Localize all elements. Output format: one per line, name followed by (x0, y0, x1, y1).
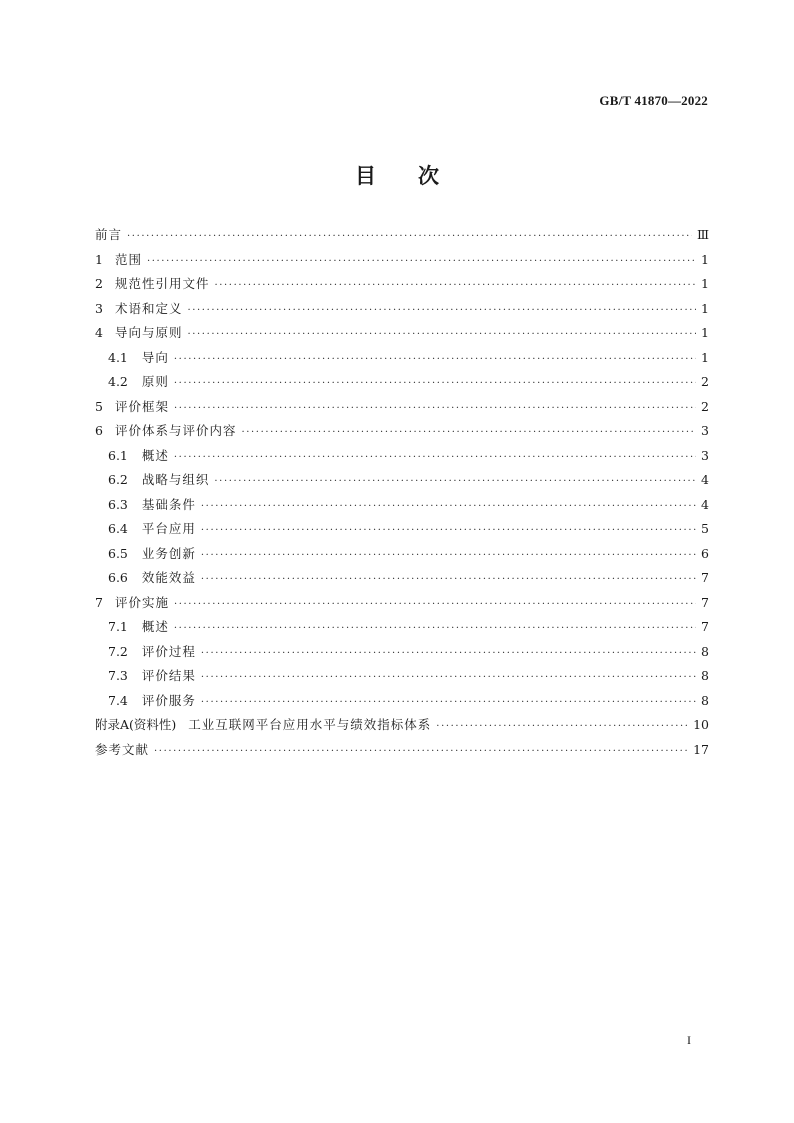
toc-entry-label: 范围 (114, 251, 142, 267)
toc-leader-dots (187, 305, 696, 316)
toc-entry-number: 6.4 (108, 521, 128, 536)
toc-entry[interactable] (95, 715, 709, 740)
toc-entry-number: 6.5 (108, 545, 128, 561)
toc-leader-dots (174, 623, 696, 634)
toc-entry[interactable] (95, 250, 709, 275)
toc-entry-number: 7 (95, 594, 103, 610)
toc-leader-dots (201, 501, 696, 512)
toc-entry-number: 7.4 (108, 692, 128, 708)
toc-entry-label: 评价过程 (141, 643, 196, 659)
toc-entry[interactable] (95, 495, 709, 520)
toc-entry[interactable] (95, 446, 709, 471)
toc-entry[interactable] (95, 225, 709, 250)
toc-entry-number: 7.1 (108, 619, 128, 634)
toc-entry-page: 6 (701, 545, 709, 561)
toc-entry-number: 5 (95, 398, 103, 414)
toc-entry-page: 2 (701, 398, 709, 414)
toc-leader-dots (127, 231, 692, 242)
toc-entry-number: 4.2 (108, 374, 128, 389)
toc-entry-page: 2 (701, 374, 709, 389)
toc-leader-dots (174, 354, 696, 365)
title-char-1: 目 (355, 163, 376, 188)
toc-entry-number: 2 (95, 276, 103, 291)
toc-entry-label: 评价框架 (114, 398, 169, 414)
toc-entry-label: 概述 (141, 447, 169, 463)
toc-entry-page: 1 (701, 251, 709, 267)
toc-entry-page: 7 (701, 594, 709, 610)
toc-entry-page: 17 (693, 741, 709, 757)
toc-leader-dots (201, 672, 696, 683)
toc-entry-number: 附录A(资料性) (95, 717, 177, 732)
toc-entry[interactable] (95, 642, 709, 667)
toc-entry-number: 4 (95, 325, 103, 340)
toc-entry[interactable] (95, 568, 709, 593)
toc-entry[interactable] (95, 348, 709, 373)
toc-leader-dots (436, 721, 688, 732)
toc-entry-label: 导向 (141, 349, 169, 365)
toc-leader-dots (214, 476, 696, 487)
toc-leader-dots (201, 574, 696, 585)
toc-entry-label: 业务创新 (141, 545, 196, 561)
toc-entry-label: 基础条件 (141, 496, 196, 512)
toc-entry[interactable] (95, 544, 709, 569)
toc-entry-number: 6 (95, 423, 103, 438)
toc-leader-dots (201, 550, 696, 561)
page-number: I (687, 1033, 691, 1047)
toc-entry-label: 评价体系与评价内容 (114, 423, 237, 438)
toc-entry-page: 5 (701, 521, 709, 536)
toc-entry-number: 7.3 (108, 668, 128, 683)
toc-entry[interactable] (95, 593, 709, 618)
toc-leader-dots (147, 256, 696, 267)
toc-entry-number: 6.3 (108, 496, 128, 512)
toc-leader-dots (214, 280, 696, 291)
toc-entry-page: 8 (701, 692, 709, 708)
toc-entry-page: 8 (701, 668, 709, 683)
page-title (0, 160, 794, 190)
toc-entry-label: 导向与原则 (114, 325, 183, 340)
toc-entry-number: 6.2 (108, 472, 128, 487)
toc-entry-label: 前言 (95, 227, 123, 242)
toc-entry[interactable] (95, 299, 709, 324)
toc-entry-label: 原则 (141, 374, 169, 389)
toc-leader-dots (201, 648, 696, 659)
toc-leader-dots (201, 525, 696, 536)
toc-leader-dots (241, 427, 696, 438)
toc-leader-dots (174, 403, 696, 414)
toc-entry-number: 7.2 (108, 643, 128, 659)
toc-leader-dots (174, 378, 696, 389)
toc-entry-page: 1 (701, 349, 709, 365)
toc-leader-dots (154, 746, 688, 757)
toc-entry[interactable] (95, 691, 709, 716)
toc-entry-label: 效能效益 (141, 570, 196, 585)
toc-entry[interactable] (95, 470, 709, 495)
toc-entry-number: 6.6 (108, 570, 128, 585)
toc-entry[interactable] (95, 740, 709, 765)
toc-entry-label: 规范性引用文件 (114, 276, 210, 291)
toc-entry-label: 评价结果 (141, 668, 196, 683)
toc-entry-page: 3 (701, 447, 709, 463)
toc-entry-page: 1 (701, 276, 709, 291)
toc-entry[interactable] (95, 666, 709, 691)
toc-entry-page: 8 (701, 643, 709, 659)
toc-entry-label: 平台应用 (141, 521, 196, 536)
toc-entry-label: 战略与组织 (141, 472, 210, 487)
table-of-contents (95, 225, 709, 764)
toc-leader-dots (187, 329, 696, 340)
toc-entry-label: 概述 (141, 619, 169, 634)
toc-entry-label: 参考文献 (95, 741, 150, 757)
toc-entry[interactable] (95, 323, 709, 348)
title-char-2: 次 (418, 163, 439, 188)
document-code: GB/T 41870—2022 (599, 93, 708, 108)
toc-entry[interactable] (95, 274, 709, 299)
toc-entry-number: 4.1 (108, 349, 128, 365)
toc-entry-label: 评价实施 (114, 594, 169, 610)
toc-entry-page: Ⅲ (696, 227, 709, 242)
toc-entry[interactable] (95, 421, 709, 446)
toc-entry-page: 4 (701, 496, 709, 512)
toc-leader-dots (201, 697, 696, 708)
toc-entry-page: 4 (701, 472, 709, 487)
toc-entry-page: 1 (701, 300, 709, 316)
toc-entry[interactable] (95, 397, 709, 422)
toc-entry-number: 6.1 (108, 447, 128, 463)
toc-entry-number: 1 (95, 251, 103, 267)
toc-entry-page: 10 (693, 717, 709, 732)
toc-leader-dots (174, 452, 696, 463)
toc-leader-dots (174, 599, 696, 610)
toc-entry-label: 术语和定义 (114, 300, 183, 316)
toc-entry-label: 工业互联网平台应用水平与绩效指标体系 (188, 717, 432, 732)
toc-entry-page: 7 (701, 619, 709, 634)
toc-entry-page: 1 (701, 325, 709, 340)
toc-entry[interactable] (95, 519, 709, 544)
toc-entry-number: 3 (95, 300, 103, 316)
toc-entry-page: 7 (701, 570, 709, 585)
toc-entry-page: 3 (701, 423, 709, 438)
toc-entry-label: 评价服务 (141, 692, 196, 708)
toc-entry[interactable] (95, 372, 709, 397)
toc-entry[interactable] (95, 617, 709, 642)
